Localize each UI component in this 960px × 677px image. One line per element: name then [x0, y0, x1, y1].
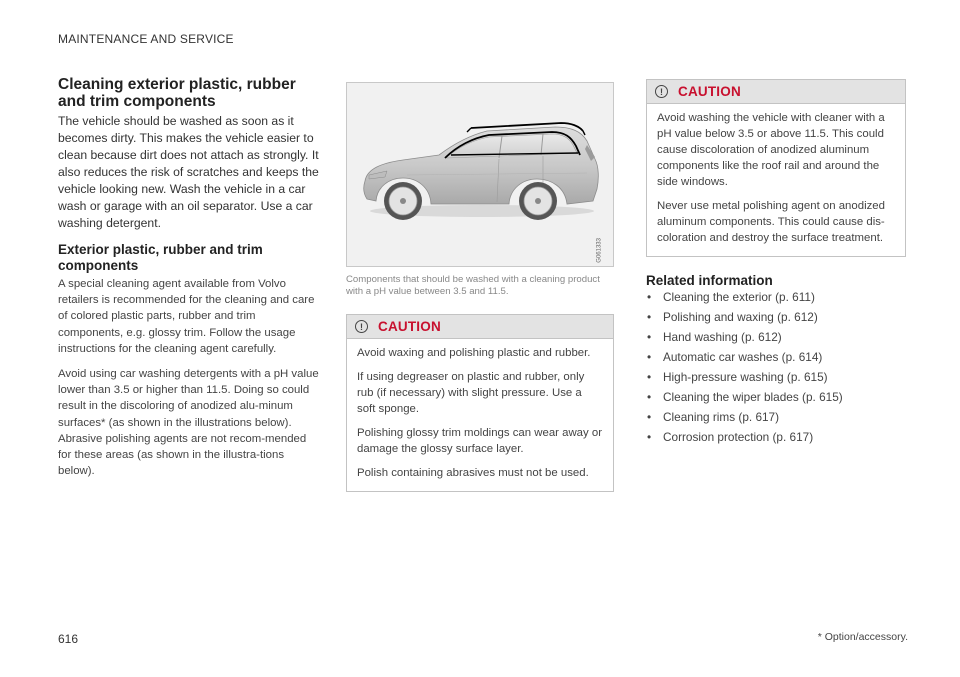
- caution-title: CAUTION: [378, 319, 441, 334]
- caution-body: [347, 339, 613, 491]
- related-link-wiper-blades[interactable]: • Cleaning the wiper blades (p. 615): [647, 390, 843, 404]
- exclamation-circle-icon: !: [655, 85, 668, 98]
- page-number: 616: [58, 632, 79, 646]
- related-information-list: [646, 290, 906, 445]
- related-link-cleaning-rims[interactable]: • Cleaning rims (p. 617): [647, 410, 780, 424]
- bullet-icon: •: [647, 290, 652, 304]
- related-link-corrosion-protection[interactable]: • Corrosion protection (p. 617): [647, 430, 814, 444]
- bullet-icon: •: [647, 310, 652, 324]
- caution-title: CAUTION: [678, 84, 741, 99]
- related-link-automatic-car-washes[interactable]: • Automatic car washes (p. 614): [647, 350, 823, 364]
- bullet-icon: •: [647, 430, 652, 444]
- related-link-high-pressure-washing[interactable]: • High-pressure washing (p. 615): [647, 370, 828, 384]
- section-header: MAINTENANCE AND SERVICE: [58, 32, 234, 46]
- bullet-icon: •: [647, 350, 652, 364]
- related-link-polishing-waxing[interactable]: • Polishing and waxing (p. 612): [647, 310, 818, 324]
- bullet-icon: •: [647, 330, 652, 344]
- bullet-icon: •: [647, 370, 652, 384]
- caution-box: [346, 314, 614, 492]
- bullet-icon: •: [647, 390, 652, 404]
- figure-code: G061333: [597, 238, 603, 263]
- car-side-view-image: [347, 83, 613, 266]
- caution-header: [347, 315, 613, 339]
- exclamation-circle-icon: !: [355, 320, 368, 333]
- caution-paragraph: Avoid washing the vehicle with cleaner with a pH value below 3.5 or above 11.5. This could cause discoloration of anodized aluminum components like the roof rail and around the side windows.: [657, 112, 885, 188]
- intro-paragraph: The vehicle should be washed as soon as it becomes dirty. This makes the vehicle easier to clean because dirt does not attach as strongly. It also reduces the risk of scratches and keeps the vehicle looking new. Wash the vehicle in a car wash or garage with an oil separator. Use a car washing detergent.: [58, 114, 319, 230]
- paragraph-ph-warning: Avoid using car washing detergents with a pH value lower than 3.5 or higher than 11.5. Doing so could result in the discoloring of anodized alu-minum surfaces* (as shown in the illustrations below). Abrasive polishing agents are not recom-mended for these areas (as shown in the illustra-tions below).: [58, 368, 319, 478]
- footnote: * Option/accessory.: [817, 631, 908, 643]
- figure-caption: Components that should be washed with a cleaning product with a pH value between 3.5 and 11.5.: [346, 274, 600, 297]
- bullet-icon: •: [647, 410, 652, 424]
- caution-paragraph: Never use metal polishing agent on anodized aluminum components. This could cause dis-coloration and destroy the surface treatment.: [657, 200, 885, 244]
- page-title: Cleaning exterior plastic, rubber and trim components: [58, 76, 296, 110]
- subheading: Exterior plastic, rubber and trim components: [58, 242, 263, 273]
- related-information-heading: Related information: [646, 273, 773, 288]
- caution-paragraph: Avoid waxing and polishing plastic and rubber.: [357, 347, 591, 359]
- caution-paragraph: Polishing glossy trim moldings can wear away or damage the glossy surface layer.: [357, 427, 602, 455]
- caution-body: [647, 104, 905, 256]
- column-figure: [346, 79, 614, 492]
- column-main-text: [58, 76, 322, 488]
- car-illustration: [346, 82, 614, 267]
- column-caution-related: [646, 79, 906, 450]
- caution-header: [647, 80, 905, 104]
- caution-paragraph: Polish containing abrasives must not be used.: [357, 467, 589, 479]
- caution-paragraph: If using degreaser on plastic and rubber, only rub (if necessary) with slight pressure. Use a soft sponge.: [357, 371, 585, 415]
- related-link-hand-washing[interactable]: • Hand washing (p. 612): [647, 330, 782, 344]
- caution-box: [646, 79, 906, 257]
- related-link-cleaning-exterior[interactable]: • Cleaning the exterior (p. 611): [647, 290, 815, 304]
- paragraph-cleaning-agent: A special cleaning agent available from Volvo retailers is recommended for the cleaning and care of colored plastic parts, rubber and trim components, e.g. glossy trim. Follow the usage instructions for the cleaning agent carefully.: [58, 278, 315, 355]
